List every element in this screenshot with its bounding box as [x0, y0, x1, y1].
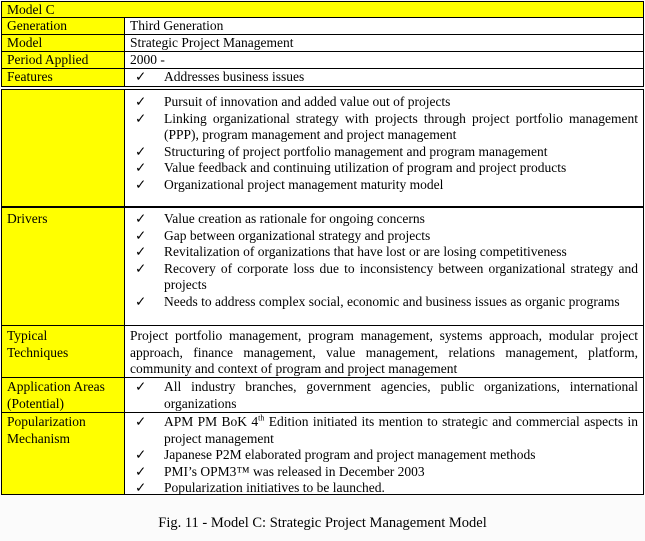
value-features-list [124, 89, 644, 207]
list-item: ✓ Japanese P2M elaborated program and project management methods [130, 447, 638, 464]
value-period: 2000 - [124, 51, 644, 69]
list-item: ✓ Linking organizational strategy with projects through project portfolio management (PPP), program management and project management [130, 111, 638, 144]
check-icon: ✓ [135, 244, 147, 259]
model-c-table [1, 1, 644, 495]
check-icon: ✓ [135, 211, 147, 226]
list-item: ✓ All industry branches, government agencies, public organizations, international organizations [130, 379, 638, 412]
list-item: ✓ Gap between organizational strategy and projects [130, 228, 638, 245]
check-icon: ✓ [135, 480, 147, 495]
label-generation: Generation [1, 17, 125, 35]
list-item: ✓ APM PM BoK 4th Edition initiated its mention to strategic and commercial aspects in project management [130, 414, 638, 447]
list-item: ✓ Popularization initiatives to be launched. [130, 480, 638, 495]
check-icon: ✓ [135, 176, 147, 192]
value-generation: Third Generation [124, 17, 644, 35]
label-period: Period Applied [1, 51, 125, 69]
check-icon: ✓ [135, 379, 147, 394]
label-features: Features [1, 68, 125, 87]
label-techniques: Typical Techniques [1, 325, 125, 378]
list-item: ✓ Addresses business issues [130, 69, 638, 86]
list-item: ✓ Revitalization of organizations that have lost or are losing competitiveness [130, 244, 638, 261]
check-icon: ✓ [135, 260, 147, 276]
check-icon: ✓ [135, 143, 147, 159]
value-model: Strategic Project Management [124, 34, 644, 52]
check-icon: ✓ [135, 94, 147, 109]
label-drivers: Drivers [1, 207, 125, 326]
list-item: ✓ Value feedback and continuing utilization of program and project products [130, 160, 638, 177]
list-item: ✓ Organizational project management maturity model [130, 177, 638, 194]
check-icon: ✓ [135, 160, 147, 175]
list-item: ✓ Pursuit of innovation and added value out of projects [130, 94, 638, 111]
check-icon: ✓ [135, 69, 147, 84]
value-popularization-list [124, 412, 644, 495]
table-header [1, 1, 644, 18]
label-model: Model [1, 34, 125, 52]
check-icon: ✓ [135, 110, 147, 126]
table-title: Model C [7, 2, 55, 17]
figure-caption: Fig. 11 - Model C: Strategic Project Management Model [158, 515, 487, 531]
label-application-areas: Application Areas (Potential) [1, 377, 125, 413]
list-item: ✓ Recovery of corporate loss due to inconsistency between organizational strategy and projects [130, 261, 638, 294]
check-icon: ✓ [135, 227, 147, 243]
value-features-first [124, 68, 644, 87]
check-icon: ✓ [135, 293, 147, 309]
check-icon: ✓ [135, 447, 147, 462]
list-item: ✓ PMI’s OPM3™ was released in December 2003 [130, 464, 638, 481]
label-features-continued [1, 89, 125, 207]
value-techniques: Project portfolio management, program management, systems approach, modular project approach, finance management, value management, relations management, platform, community and context of program and project management [124, 325, 644, 378]
list-item: ✓ Value creation as rationale for ongoing concerns [130, 211, 638, 228]
value-application-areas [124, 377, 644, 413]
value-drivers-list [124, 207, 644, 326]
list-item: ✓ Needs to address complex social, economic and business issues as organic programs [130, 294, 638, 311]
check-icon: ✓ [135, 463, 147, 479]
check-icon: ✓ [135, 414, 147, 429]
list-item: ✓ Structuring of project portfolio management and program management [130, 144, 638, 161]
label-popularization: Popularization Mechanism [1, 412, 125, 495]
